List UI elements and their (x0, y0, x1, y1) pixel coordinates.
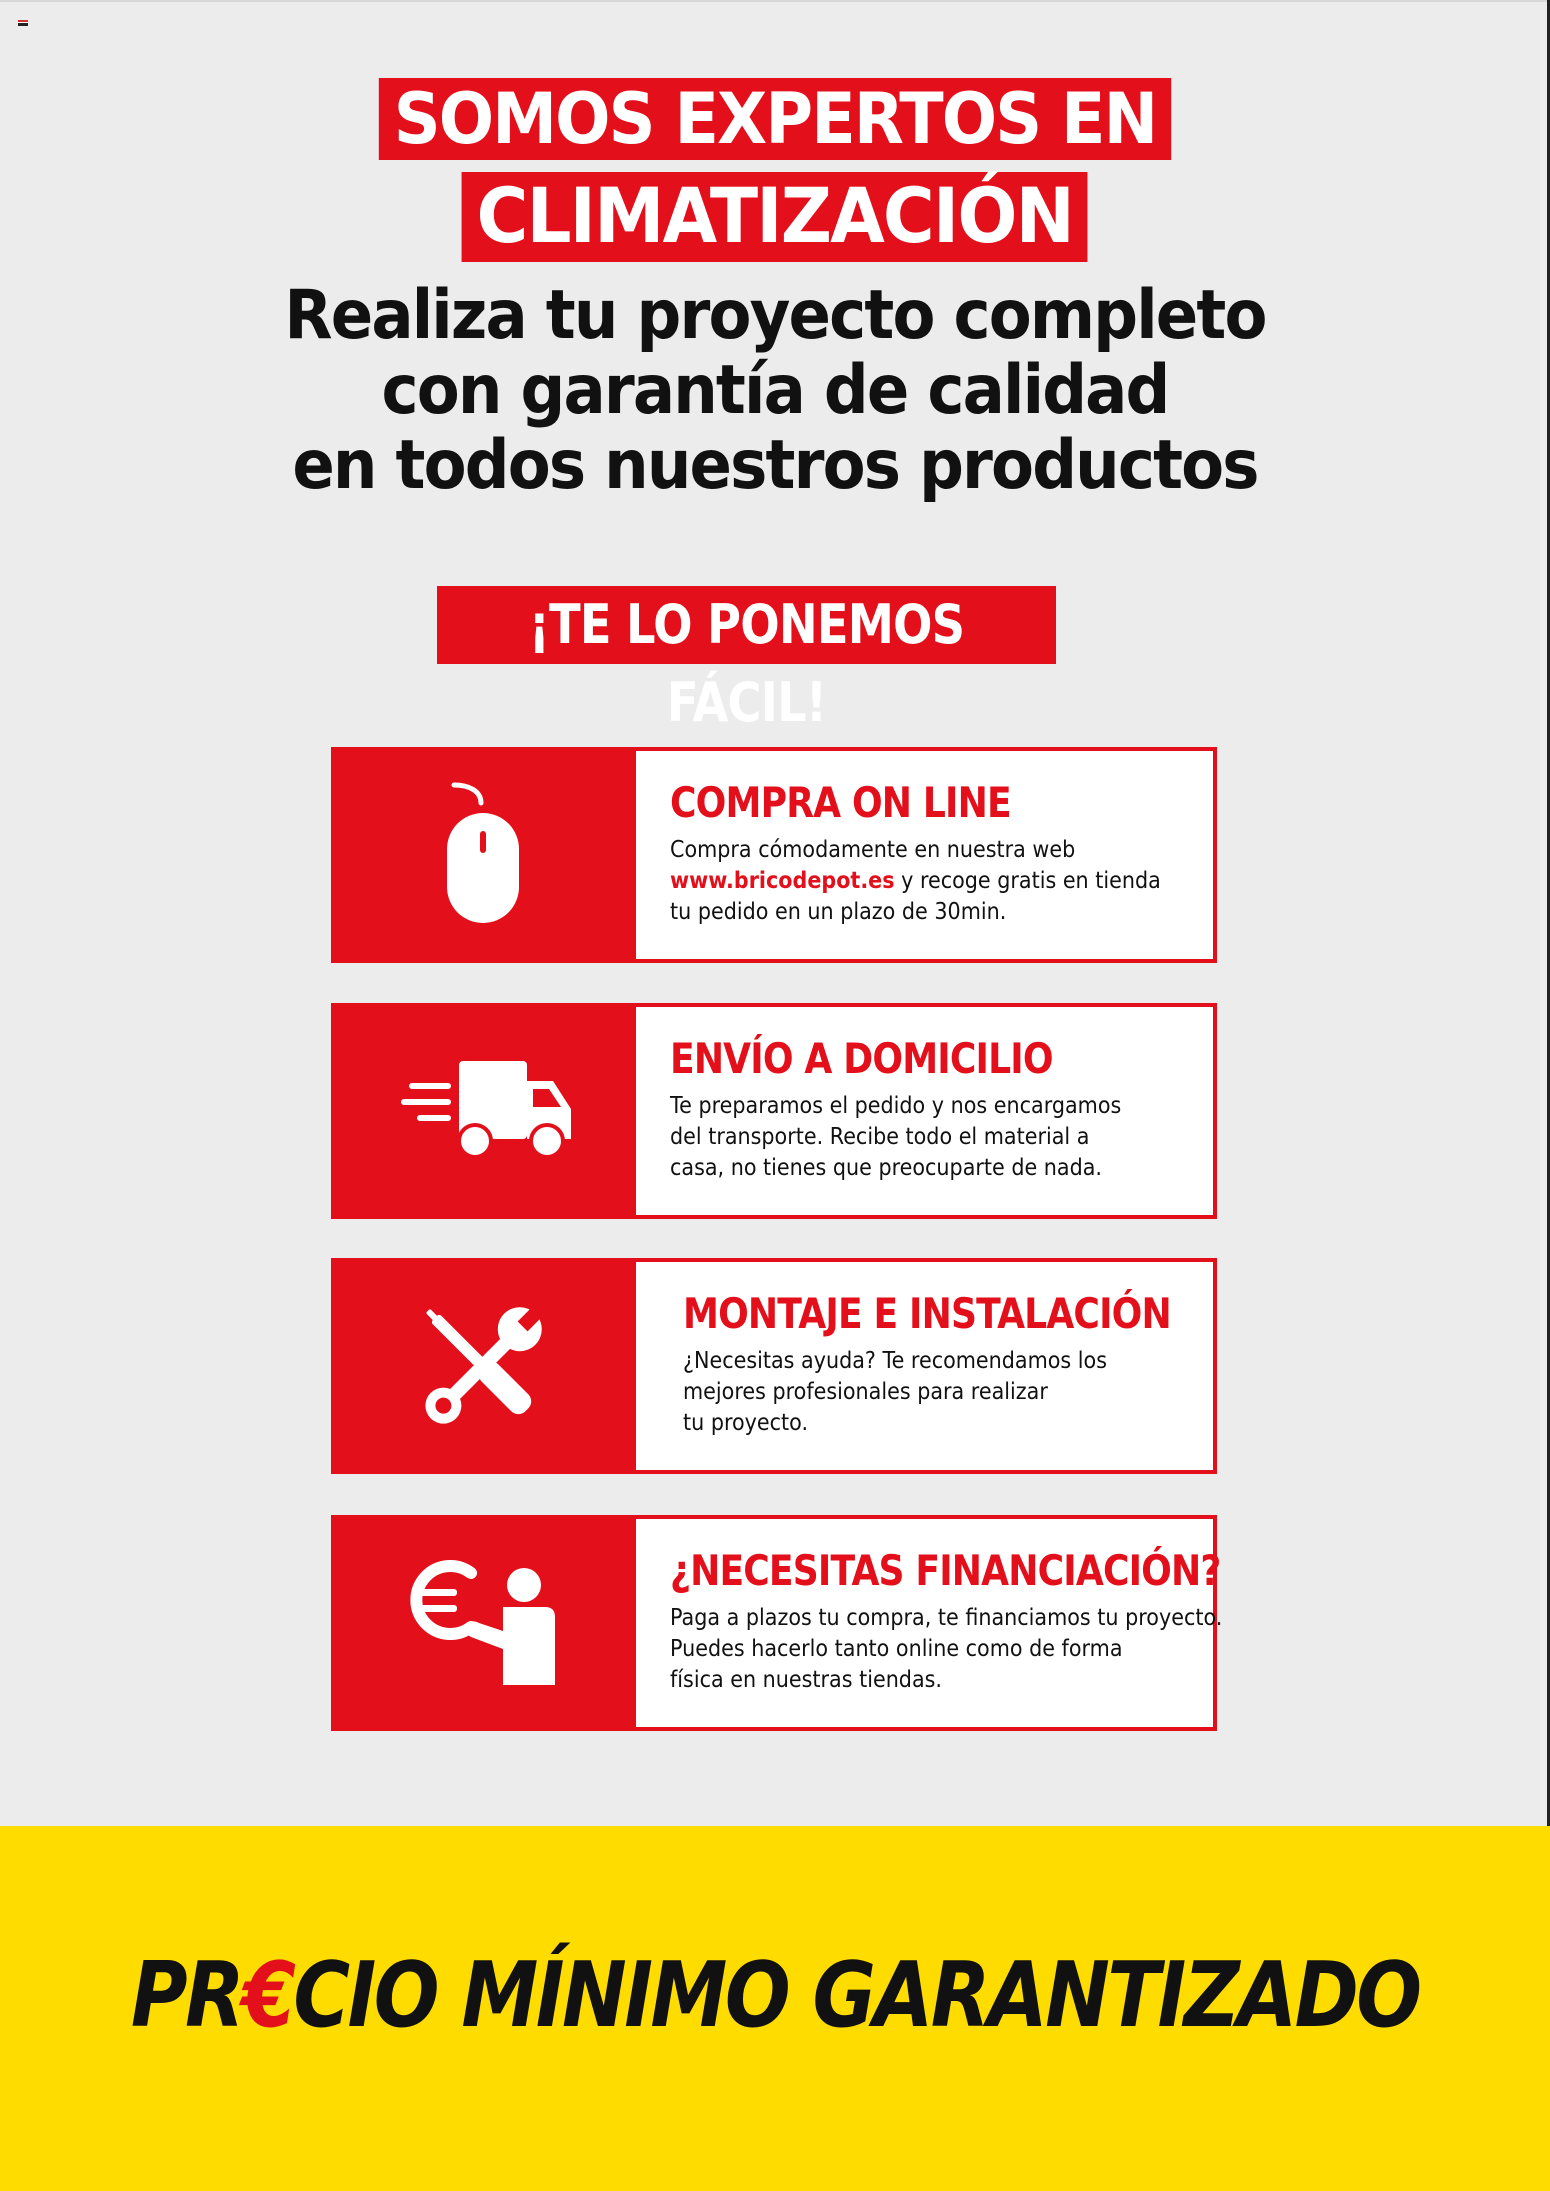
desc-line: Puedes hacerlo tanto online como de forma (670, 1636, 1123, 1662)
desc-line-rest: y recoge gratis en tienda (894, 868, 1161, 894)
desc-line: ¿Necesitas ayuda? Te recomendamos los (683, 1348, 1107, 1374)
mouse-icon (331, 747, 636, 963)
card-title: ENVÍO A DOMICILIO (670, 1034, 1053, 1083)
subtitle-line-3: en todos nuestros productos (292, 426, 1258, 505)
service-card-financing (331, 1515, 1223, 1731)
desc-line: casa, no tienes que preocuparte de nada. (670, 1155, 1102, 1181)
desc-line: mejores profesionales para realizar (683, 1379, 1048, 1405)
card-icon-panel (331, 1515, 636, 1731)
desc-line: del transporte. Recibe todo el material a (670, 1124, 1090, 1150)
euro-symbol: € (241, 1943, 294, 2048)
card-icon-panel (331, 1258, 636, 1474)
service-card-installation (331, 1258, 1217, 1474)
subtitle-line-1: Realiza tu proyecto completo (284, 276, 1266, 355)
subtitle (0, 278, 1550, 503)
desc-line: tu proyecto. (683, 1410, 809, 1436)
tagline-text: ¡TE LO PONEMOS FÁCIL! (528, 593, 965, 734)
banner-line-2: CLIMATIZACIÓN (462, 172, 1088, 262)
top-divider (0, 0, 1550, 2)
card-title: MONTAJE E INSTALACIÓN (683, 1289, 1171, 1338)
card-title: ¿NECESITAS FINANCIACIÓN? (670, 1546, 1221, 1595)
card-description (670, 835, 1210, 928)
card-title: COMPRA ON LINE (670, 778, 1011, 827)
desc-line: Te preparamos el pedido y nos encargamos (670, 1093, 1122, 1119)
desc-line: Compra cómodamente en nuestra web (670, 837, 1076, 863)
card-icon-panel (331, 747, 636, 963)
website-link[interactable]: www.bricodepot.es (670, 868, 895, 894)
desc-line: física en nuestras tiendas. (670, 1667, 943, 1693)
card-description (670, 1091, 1210, 1184)
desc-line: Paga a plazos tu compra, te financiamos tu proyecto. (670, 1605, 1223, 1631)
slogan-part-2: CIO MÍNIMO GARANTIZADO (293, 1943, 1420, 2048)
tools-icon (331, 1258, 636, 1474)
delivery-truck-icon (331, 1003, 636, 1219)
desc-line: tu pedido en un plazo de 30min. (670, 899, 1007, 925)
card-description (670, 1603, 1223, 1696)
footer-band (0, 1826, 1550, 2191)
banner-line-1: SOMOS EXPERTOS EN (379, 78, 1171, 160)
slogan-part-1: PR (130, 1943, 242, 2048)
card-icon-panel (331, 1003, 636, 1219)
service-card-online (331, 747, 1217, 963)
price-guarantee-slogan (0, 1943, 1550, 2048)
card-description (683, 1346, 1223, 1439)
service-card-delivery (331, 1003, 1217, 1219)
tagline-banner (437, 586, 1056, 734)
corner-flag-icon (18, 20, 28, 26)
euro-person-icon (331, 1515, 636, 1731)
header (0, 78, 1550, 262)
subtitle-line-2: con garantía de calidad (381, 351, 1169, 430)
